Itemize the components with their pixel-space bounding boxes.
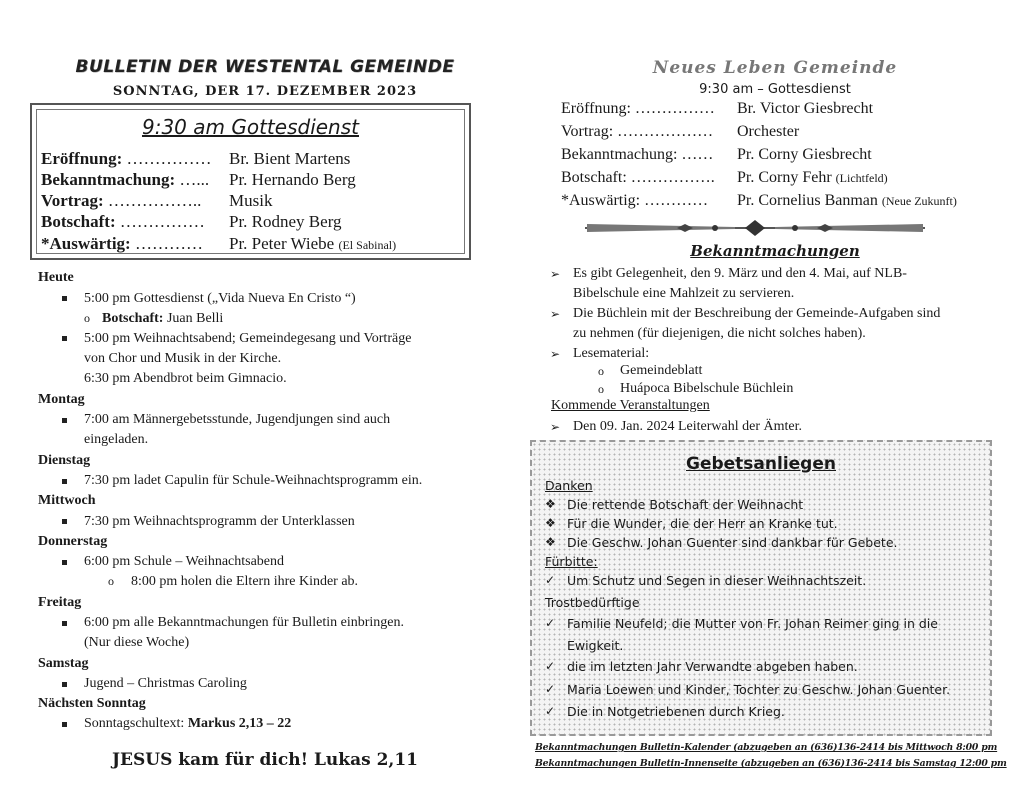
nl-row-value-name: Pr. Corny Fehr [737, 169, 832, 186]
bullet-circle-icon: o [84, 311, 90, 325]
nl-row-label: Eröffnung: …………… [561, 100, 715, 117]
service-value-note: (El Sabinal) [338, 238, 397, 252]
schedule-item-continued: eingeladen. [84, 432, 149, 447]
announcements-heading: Bekanntmachungen [690, 242, 860, 260]
bullet-circle-icon: o [598, 382, 604, 396]
reading-material-item: Huápoca Bibelschule Büchlein [620, 381, 794, 396]
service-dots: …... [175, 170, 210, 189]
bulletin-date: SONNTAG, DER 17. DEZEMBER 2023 [112, 84, 418, 99]
bullet-square-icon [62, 336, 67, 341]
nl-row-label: *Auswärtig: ………… [561, 192, 709, 209]
nl-row-label: Bekanntmachung: …… [561, 146, 714, 163]
checkmark-icon: ✓ [545, 704, 556, 718]
nl-row-value-name: Pr. Cornelius Banman [737, 192, 878, 209]
nl-row-value: Pr. Corny Giesbrecht [737, 146, 872, 163]
bullet-circle-icon: o [108, 574, 114, 588]
announcement-item: Es gibt Gelegenheit, den 9. März und den 4. Mai, auf NLB- [573, 266, 907, 281]
service-label: *Auswärtig: [41, 234, 131, 253]
service-row-message [41, 212, 342, 234]
announcement-item: Lesematerial: [573, 346, 650, 361]
schedule-item: 6:00 pm Schule – Weihnachtsabend [84, 554, 285, 569]
diamond-bullet-icon: ❖ [545, 516, 556, 530]
checkmark-icon: ✓ [545, 616, 556, 630]
bullet-square-icon [62, 722, 67, 727]
service-row-lecture [41, 191, 273, 213]
church-title: Neues Leben Gemeinde [652, 58, 898, 78]
thanks-item: Die rettende Botschaft der Weihnacht [567, 497, 804, 512]
arrow-bullet-icon: ➢ [550, 420, 561, 434]
service-box [30, 103, 471, 260]
comfort-item: Maria Loewen und Kinder, Tochter zu Geschw. Johan Guenter. [567, 682, 951, 697]
schedule-item: 5:00 pm Weihnachtsabend; Gemeindegesang und Vorträge [84, 331, 412, 346]
comfort-item: Familie Neufeld; die Mutter von Fr. Johan Reimer ging in die [567, 616, 938, 631]
nl-row-value: Br. Victor Giesbrecht [737, 100, 874, 117]
comfort-heading: Trostbedürftige [545, 595, 640, 610]
schedule-item: 6:00 pm alle Bekanntmachungen für Bulletin einbringen. [84, 615, 404, 630]
bullet-square-icon [62, 519, 67, 524]
service-value-name: Pr. Peter Wiebe [229, 234, 335, 253]
day-donnerstag: Donnerstag [38, 534, 108, 549]
schedule-subitem [102, 311, 223, 327]
footer-note-calendar: Bekanntmachungen Bulletin-Kalender (abzugeben an (636)136-2414 bis Mittwoch 8:00 pm [535, 742, 998, 753]
comfort-item: die im letzten Jahr Verwandte abgeben haben. [567, 659, 858, 674]
schedule-item [84, 716, 291, 732]
intercession-item: Um Schutz und Segen in dieser Weihnachtszeit. [567, 573, 867, 588]
upcoming-events-heading: Kommende Veranstaltungen [551, 398, 710, 413]
nl-row-value-note: (Lichtfeld) [835, 171, 888, 185]
service-value: Musik [229, 191, 273, 210]
bullet-square-icon [62, 479, 67, 484]
comfort-item-continued: Ewigkeit. [567, 638, 624, 653]
bullet-square-icon [62, 682, 67, 687]
schedule-item-continued: 6:30 pm Abendbrot beim Gimnacio. [84, 371, 287, 386]
day-montag: Montag [38, 392, 85, 407]
bullet-square-icon [62, 560, 67, 565]
arrow-bullet-icon: ➢ [550, 347, 561, 361]
schedule-item-continued: (Nur diese Woche) [84, 635, 190, 650]
nl-row-label: Botschaft: ……………. [561, 169, 715, 186]
reading-material-item: Gemeindeblatt [620, 363, 703, 378]
bulletin-title: BULLETIN DER WESTENTAL GEMEINDE [75, 57, 455, 77]
checkmark-icon: ✓ [545, 682, 556, 696]
nl-row-label: Vortrag: ……………… [561, 123, 714, 140]
schedule-item-bold: Markus 2,13 – 22 [187, 716, 292, 731]
day-heute: Heute [38, 270, 74, 285]
schedule-item: 7:00 am Männergebetsstunde, Jugendjungen sind auch [84, 412, 391, 427]
schedule-subitem: 8:00 pm holen die Eltern ihre Kinder ab. [131, 574, 359, 589]
day-dienstag: Dienstag [38, 453, 91, 468]
service-dots: …………….. [103, 191, 202, 210]
nl-row-value [737, 192, 957, 210]
service-dots: …………… [115, 212, 205, 231]
schedule-item: 5:00 pm Gottesdienst („Vida Nueva En Cristo “) [84, 291, 356, 306]
diamond-bullet-icon: ❖ [545, 535, 556, 549]
day-freitag: Freitag [38, 595, 82, 610]
thanks-heading: Danken [545, 478, 593, 493]
comfort-item: Die in Notgetriebenen durch Krieg. [567, 704, 785, 719]
thanks-item: Die Geschw. Johan Guenter sind dankbar für Gebete. [567, 535, 898, 550]
intercession-heading: Fürbitte: [545, 554, 598, 569]
day-naechsten-sonntag: Nächsten Sonntag [38, 696, 146, 711]
service-row-away [41, 234, 397, 256]
nl-row-away [561, 192, 957, 210]
service-label: Vortrag: [41, 191, 104, 210]
service-value [229, 234, 396, 254]
schedule-item: 7:30 pm ladet Capulin für Schule-Weihnachtsprogramm ein. [84, 473, 423, 488]
ornamental-divider-icon [585, 218, 925, 238]
service-label: Eröffnung: [41, 149, 123, 168]
prayer-heading: Gebetsanliegen [686, 454, 836, 474]
service-dots: ………… [130, 234, 203, 253]
nl-row-value: Orchester [737, 123, 800, 140]
schedule-item-continued: von Chor und Musik in der Kirche. [84, 351, 282, 366]
bullet-square-icon [62, 418, 67, 423]
arrow-bullet-icon: ➢ [550, 267, 561, 281]
upcoming-event-item: Den 09. Jan. 2024 Leiterwahl der Ämter. [573, 419, 802, 434]
bullet-circle-icon: o [598, 364, 604, 378]
day-samstag: Samstag [38, 656, 89, 671]
schedule-item-text: Sonntagschultext: [84, 716, 188, 731]
service-value: Br. Bient Martens [229, 149, 351, 168]
nl-row-announcement [561, 146, 872, 164]
service-row-announcement [41, 170, 356, 192]
nl-row-lecture [561, 123, 800, 141]
schedule-subitem-label: Botschaft: [102, 311, 164, 326]
service-title: 9:30 am Gottesdienst [141, 115, 359, 139]
schedule-item: Jugend – Christmas Caroling [84, 676, 247, 691]
announcement-item-continued: Bibelschule eine Mahlzeit zu servieren. [573, 286, 795, 301]
footer-note-inside: Bekanntmachungen Bulletin-Innenseite (abzugeben an (636)136-2414 bis Samstag 12:00 pm [535, 758, 1007, 769]
closing-verse: JESUS kam für dich! Lukas 2,11 [112, 750, 418, 770]
nl-row-value-note: (Neue Zukunft) [881, 194, 957, 208]
announcement-item: Die Büchlein mit der Beschreibung der Gemeinde-Aufgaben sind [573, 306, 941, 321]
schedule-item: 7:30 pm Weihnachtsprogramm der Unterklassen [84, 514, 355, 529]
nl-row-value [737, 169, 888, 187]
checkmark-icon: ✓ [545, 659, 556, 673]
service-dots: …………… [122, 149, 212, 168]
service-label: Bekanntmachung: [41, 170, 176, 189]
arrow-bullet-icon: ➢ [550, 307, 561, 321]
nl-row-opening [561, 100, 874, 118]
diamond-bullet-icon: ❖ [545, 497, 556, 511]
service-value: Pr. Hernando Berg [229, 170, 356, 189]
thanks-item: Für die Wunder, die der Herr an Kranke tut. [567, 516, 838, 531]
bullet-square-icon [62, 296, 67, 301]
service-time: 9:30 am – Gottesdienst [699, 82, 851, 97]
checkmark-icon: ✓ [545, 573, 556, 587]
schedule-subitem-text: Juan Belli [163, 311, 224, 326]
day-mittwoch: Mittwoch [38, 493, 96, 508]
service-value: Pr. Rodney Berg [229, 212, 342, 231]
service-row-opening [41, 149, 351, 171]
service-label: Botschaft: [41, 212, 116, 231]
announcement-item-continued: zu nehmen (für diejenigen, die nicht solches haben). [573, 326, 866, 341]
nl-row-message [561, 169, 888, 187]
bullet-square-icon [62, 621, 67, 626]
